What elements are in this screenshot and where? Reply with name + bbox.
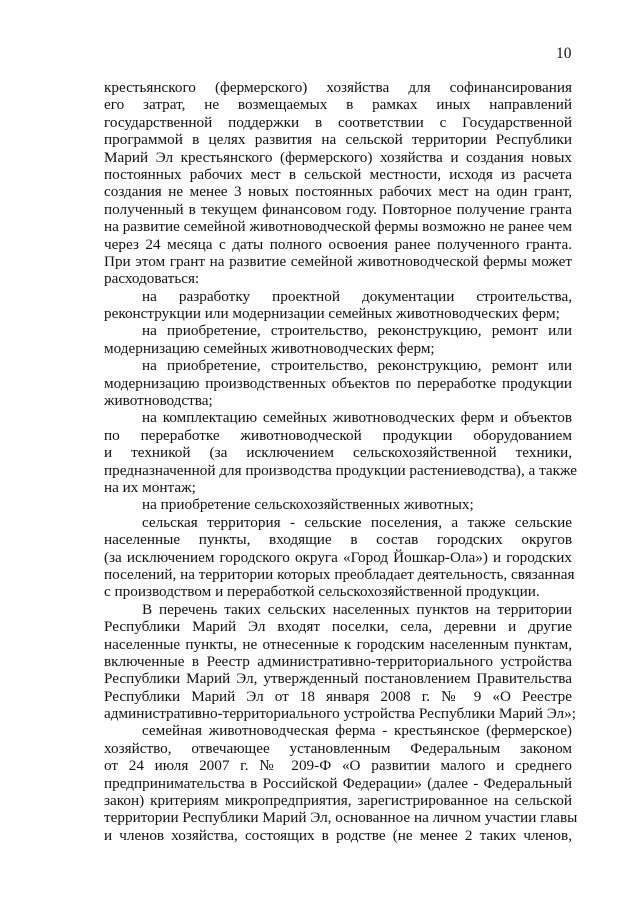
text-line: по переработке животноводческой продукции оборудованием	[104, 426, 572, 444]
text-line: на комплектацию семейных животноводческих ферм и объектов	[142, 409, 572, 427]
page-number: 10	[556, 45, 572, 62]
text-line: его затрат, не возмещаемых в рамках иных направлений	[104, 96, 572, 114]
text-line: на их монтаж;	[104, 478, 196, 496]
text-line: программой в целях развития на сельской территории Республики	[104, 131, 572, 149]
text-line: государственной поддержки в соответствии с Государственной	[104, 113, 572, 131]
text-line: административно-территориального устройства Республики Марий Эл»;	[104, 705, 576, 723]
text-line: населенные пункты, не отнесенные к городским населенным пунктам,	[104, 635, 572, 653]
body-text	[104, 79, 578, 844]
text-line: Республики Марий Эл, утвержденный постановлением Правительства	[104, 670, 572, 688]
text-line: семейная животноводческая ферма - крестьянское (фермерское)	[142, 722, 572, 740]
text-line: Марий Эл крестьянского (фермерского) хозяйства и создания новых	[104, 148, 572, 166]
text-line: сельская территория - сельские поселения, а также сельские	[142, 513, 572, 531]
text-line: постоянных рабочих мест в сельской местности, исходя из расчета	[104, 165, 572, 183]
text-line: модернизацию семейных животноводческих ферм;	[104, 339, 435, 357]
text-line: предназначенной для производства продукции растениеводства), а также	[104, 461, 578, 479]
text-line: При этом грант на развитие семейной животноводческой фермы может	[104, 252, 572, 270]
text-line: Республики Марий Эл входят поселки, села, деревни и другие	[104, 618, 572, 636]
text-line: населенные пункты, входящие в состав городских округов	[104, 531, 572, 549]
text-line: создания не менее 3 новых постоянных рабочих мест на один грант,	[104, 183, 572, 201]
text-line: полученный в текущем финансовом году. Повторное получение гранта	[104, 200, 572, 218]
text-line: на приобретение сельскохозяйственных животных;	[142, 496, 474, 514]
text-line: В перечень таких сельских населенных пунктов на территории	[142, 600, 572, 618]
text-line: закон) критериям микропредприятия, зарегистрированное на сельской	[104, 792, 572, 810]
text-line: расходоваться:	[104, 270, 200, 288]
text-line: включенные в Реестр административно-территориального устройства	[104, 652, 572, 670]
text-line: на разработку проектной документации строительства,	[142, 287, 572, 305]
text-line: на развитие семейной животноводческой фермы возможно не ранее чем	[104, 218, 572, 236]
text-line: хозяйство, отвечающее установленным Федеральным законом	[104, 739, 572, 757]
text-line: животноводства;	[104, 392, 213, 410]
text-line: с производством и переработкой сельскохозяйственной продукции.	[104, 583, 540, 601]
text-line: (за исключением городского округа «Город Йошкар-Ола») и городских	[104, 548, 572, 566]
text-line: и членов хозяйства, состоящих в родстве (не менее 2 таких членов,	[104, 826, 572, 844]
text-line: предпринимательства в Российской Федерации» (далее - Федеральный	[104, 774, 572, 792]
text-line: территории Республики Марий Эл, основанное на личном участии главы	[104, 809, 578, 827]
text-line: модернизацию производственных объектов по переработке продукции	[104, 374, 572, 392]
text-line: на приобретение, строительство, реконструкцию, ремонт или	[142, 322, 572, 340]
text-line: на приобретение, строительство, реконструкцию, ремонт или	[142, 357, 572, 375]
text-line: реконструкции или модернизации семейных животноводческих ферм;	[104, 305, 560, 323]
text-line: поселений, на территории которых преобладает деятельность, связанная	[104, 565, 575, 583]
text-line: и техникой (за исключением сельскохозяйственной техники,	[104, 444, 572, 462]
text-line: Республики Марий Эл от 18 января 2008 г. № 9 «О Реестре	[104, 687, 572, 705]
text-line: от 24 июля 2007 г. № 209-Ф «О развитии малого и среднего	[104, 757, 572, 775]
text-line: через 24 месяца с даты полного освоения ранее полученного гранта.	[104, 235, 572, 253]
text-line: крестьянского (фермерского) хозяйства для софинансирования	[104, 79, 572, 96]
